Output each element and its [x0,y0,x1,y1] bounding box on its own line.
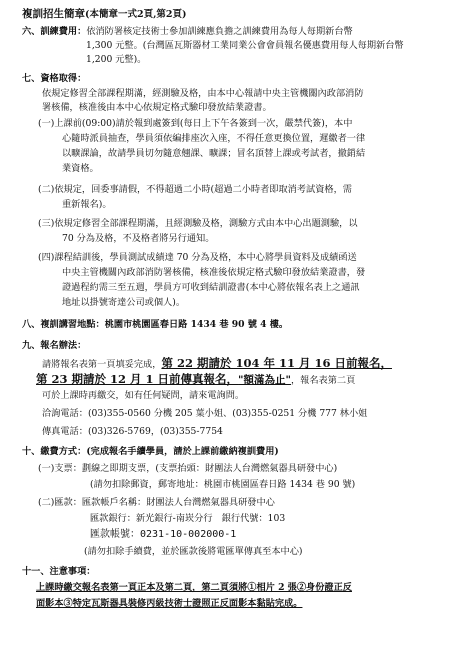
section-7-item-1-c: 以曠課論，故請學員切勿隨意翹課、曠課；冒名頂替上課或考試者，撤銷結 [62,148,366,159]
section-7-item-3-b: 70 分為及格，不及格者將另行通知。 [62,233,215,244]
section-9-line-3: 可於上課時再繳交，如有任何疑問，請來電詢問。 [42,390,245,401]
section-9-label: 九、報名辦法： [22,340,87,351]
section-6-row [22,26,353,38]
section-7-item-4-b: 中央主管機關內政部消防署核備，核准後依規定格式驗印發放結業證書，發 [62,267,366,278]
title-note: (本簡章一式2頁,第2頁) [85,9,187,20]
section-8-value: 桃園市桃園區春日路 1434 巷 90 號 4 樓。 [104,319,289,330]
section-6-line-2: 1,300 元整。(台灣區瓦斯器材工業同業公會會員報名優惠費用每人每期新台幣 [86,40,404,51]
section-11-label: 十一、注意事項： [22,566,96,577]
section-7-item-4-d: 地址以掛號寄達公司或個人)。 [62,297,186,308]
section-7-item-2-b: 重新報名)。 [62,199,112,210]
contact-value: (03)355-0560 分機 205 葉小姐、(03)355-0251 分機 777 林小姐 [87,408,368,419]
payment-transfer-a: (二)匯款：匯款帳戶名稱：財團法人台灣燃氣器具研發中心 [38,497,275,508]
payment-transfer-note: (請勿扣除手續費，並於匯款後將電匯單傳真至本中心) [84,546,303,557]
deadline-23: 第 23 期請於 12 月 1 日前傳真報名， [36,372,239,386]
section-6-line-3: 1,200 元整)。 [86,54,147,65]
section-7-item-1-a: (一)上課前(09:00)請於報到處簽到(每日上下午各簽到一次，嚴禁代簽)，本中 [38,118,353,129]
full-notice: "額滿為止" [238,374,291,386]
section-10-note: (完成報名手續學員，請於上課前繳納複訓費用) [86,446,279,457]
section-7-item-1-b: 心隨時派員抽查，學員須依編排座次入座，不得任意更換位置，遲繳者一律 [62,133,366,144]
section-8-row [22,319,288,331]
section-7-intro-1: 依規定修習全部課程期滿，經測驗及格，由本中心報請中央主管機關內政部消防 [42,88,364,99]
page-title: 複訓招生簡章 [22,8,85,20]
section-7-label: 七、資格取得： [22,73,87,84]
section-9-line-1-pre: 請將報名表第一頁填妥完成， [42,359,162,370]
fax-label: 傳真電話： [42,426,88,437]
payment-transfer-b: 匯款銀行：新光銀行-南崁分行 銀行代號：103 [90,513,286,524]
section-7-item-3-a: (三)依規定修習全部課程期滿，且經測驗及格，測驗方式由本中心出題測驗，以 [38,218,358,229]
payment-cheque-b: (請勿扣除郵資，郵寄地址：桃園市桃園區春日路 1434 巷 90 號) [90,479,356,490]
payment-account-number: 匯款帳號：0231-10-002000-1 [90,529,237,540]
contact-row [42,408,367,420]
deadline-22: 第 22 期請於 104 年 11 月 16 日前報名， [161,356,392,370]
section-6-label: 六、訓練費用： [22,26,87,37]
fax-value: (03)326-5769，(03)355-7754 [87,426,223,437]
section-11-line-1: 上課時繳交報名表第一頁正本及第二頁，第二頁須將①相片 2 張②身份證正反 [36,582,352,593]
section-10-label: 十、繳費方式： [22,446,87,457]
section-7-item-4-a: (四)課程結訓後，學員測試成績達 70 分為及格，本中心將學員資料及成績函送 [38,252,357,263]
section-11-line-2: 面影本③特定瓦斯器具裝修丙級技術士證照正反面影本黏貼完成。 [36,598,303,609]
section-9-line-1 [42,357,392,371]
section-8-label: 八、複訓講習地點： [22,319,105,330]
section-7-item-2-a: (二)依規定，回委事請假，不得超過二小時(超過二小時者即取消考試資格，需 [38,184,352,195]
title-row [22,8,187,21]
contact-label: 洽詢電話： [42,408,88,419]
section-10-row [22,446,279,458]
section-6-line-1: 依消防署核定技術士參加訓練應負擔之訓練費用為每人每期新台幣 [86,26,353,37]
section-7-intro-2: 署核備，核准後由本中心依規定格式驗印發放結業證書。 [42,102,272,113]
section-9-line-2 [36,373,355,387]
fax-row [42,426,223,438]
section-7-item-4-c: 證過程約需三至五週，學員方可收到結訓證書(本中心將依報名表上之通訊 [62,282,360,293]
section-7-item-1-d: 業資格。 [62,163,99,174]
section-9-line-2-post: ，報名表第二頁 [290,375,356,386]
payment-cheque-a: (一)支票：劃線之即期支票，(支票抬頭：財團法人台灣燃氣器具研發中心) [38,463,338,474]
